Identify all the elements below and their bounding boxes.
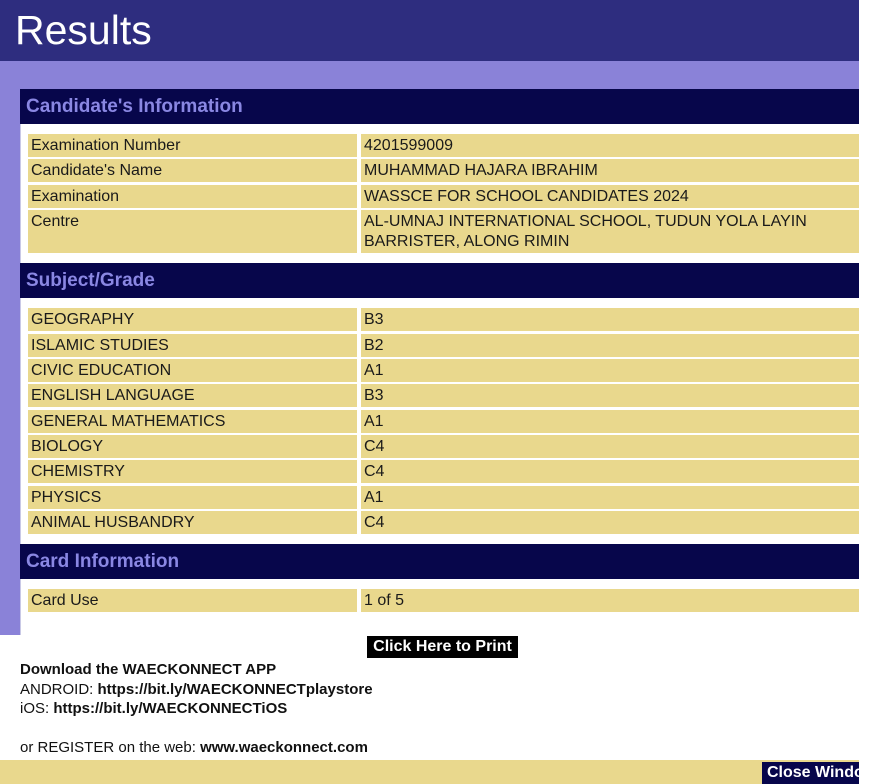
table-row [28, 210, 859, 253]
subject-name: BIOLOGY [28, 435, 357, 458]
page-header [0, 0, 859, 61]
bottom-bar [0, 760, 859, 784]
subject-grade: A1 [361, 359, 859, 382]
table-row [28, 185, 859, 208]
subject-grade: B3 [361, 308, 859, 331]
ios-label: iOS: [20, 700, 54, 717]
examination-value: WASSCE FOR SCHOOL CANDIDATES 2024 [361, 185, 859, 208]
download-info [20, 660, 720, 757]
subject-grade: B3 [361, 384, 859, 407]
page-title: Results [15, 7, 152, 53]
table-row [28, 410, 859, 433]
android-label: ANDROID: [20, 680, 98, 698]
candidate-name-label: Candidate's Name [28, 159, 357, 182]
spacer [20, 719, 720, 738]
candidate-info-heading: Candidate's Information [20, 89, 859, 124]
close-window-button[interactable]: Close Window [762, 762, 859, 784]
centre-label: Centre [28, 210, 357, 253]
candidate-name-value: MUHAMMAD HAJARA IBRAHIM [361, 159, 859, 182]
subject-grade: C4 [361, 435, 859, 458]
subject-grade: C4 [361, 511, 859, 534]
subject-name: CHEMISTRY [28, 460, 357, 483]
subject-name: CIVIC EDUCATION [28, 359, 357, 382]
table-row [28, 308, 859, 331]
download-title: Download the WAECKONNECT APP [20, 661, 277, 678]
register-link[interactable]: www.waeckonnect.com [200, 738, 368, 756]
examination-label: Examination [28, 185, 357, 208]
card-info-heading: Card Information [20, 544, 859, 579]
subject-grade: B2 [361, 334, 859, 357]
card-use-value: 1 of 5 [361, 589, 859, 612]
table-row [28, 589, 859, 612]
centre-value: AL-UMNAJ INTERNATIONAL SCHOOL, TUDUN YOLA LAYIN BARRISTER, ALONG RIMIN [361, 210, 859, 253]
card-use-label: Card Use [28, 589, 357, 612]
print-button[interactable]: Click Here to Print [367, 636, 518, 658]
examination-number-value: 4201599009 [361, 134, 859, 157]
table-row [28, 359, 859, 382]
subject-name: PHYSICS [28, 486, 357, 509]
table-row [28, 460, 859, 483]
register-label: or REGISTER on the web: [20, 738, 201, 756]
table-row [28, 159, 859, 182]
subject-name: GENERAL MATHEMATICS [28, 410, 357, 433]
subject-grade: A1 [361, 486, 859, 509]
subject-name: ENGLISH LANGUAGE [28, 384, 357, 407]
table-row [28, 334, 859, 357]
table-row [28, 384, 859, 407]
subject-name: GEOGRAPHY [28, 308, 357, 331]
subject-grade: C4 [361, 460, 859, 483]
table-row [28, 511, 859, 534]
table-row [28, 134, 859, 157]
subject-grade-heading: Subject/Grade [20, 263, 859, 298]
subject-name: ANIMAL HUSBANDRY [28, 511, 357, 534]
examination-number-label: Examination Number [28, 134, 357, 157]
table-row [28, 435, 859, 458]
android-link[interactable]: https://bit.ly/WAECKONNECTplaystore [97, 680, 373, 698]
table-row [28, 486, 859, 509]
subject-grade: A1 [361, 410, 859, 433]
ios-link[interactable]: https://bit.ly/WAECKONNECTiOS [53, 700, 288, 717]
subject-name: ISLAMIC STUDIES [28, 334, 357, 357]
